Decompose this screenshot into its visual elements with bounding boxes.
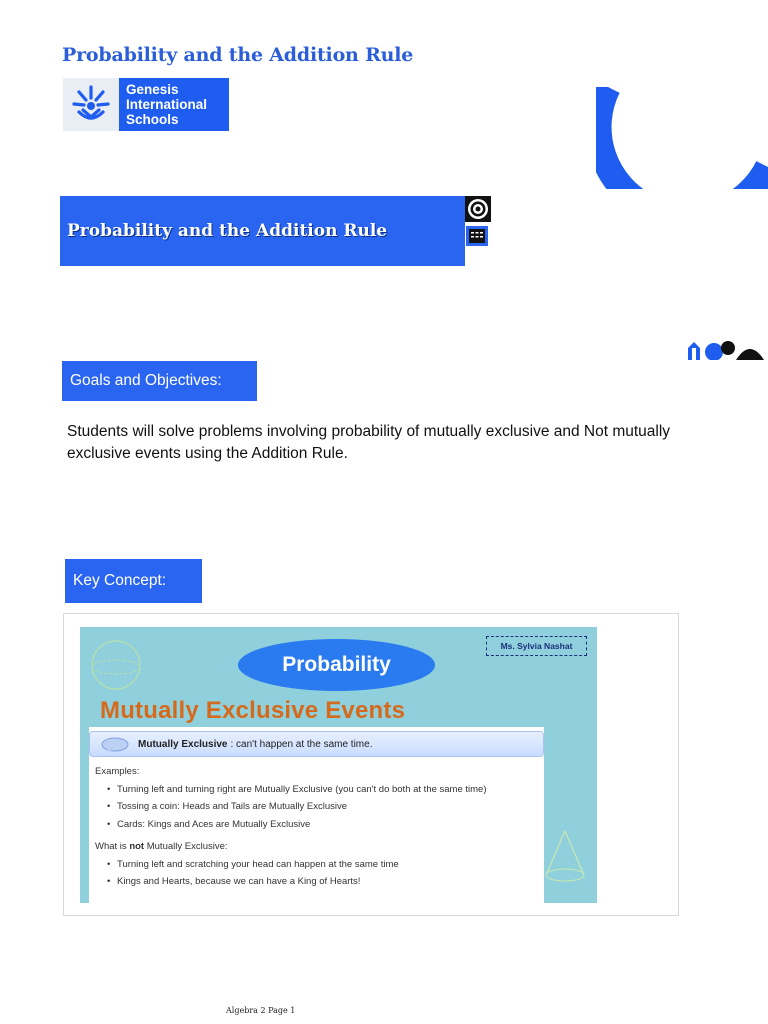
decorative-figures bbox=[680, 338, 768, 360]
list-item: • Cards: Kings and Aces are Mutually Exclusive bbox=[95, 816, 545, 834]
non-examples-list bbox=[95, 856, 545, 891]
list-item: • Turning left and scratching your head can happen at the same time bbox=[95, 856, 545, 874]
page-footer: Algebra 2 Page 1 bbox=[226, 1006, 296, 1015]
non-examples-label-bold: not bbox=[129, 841, 145, 852]
goals-label: Goals and Objectives: bbox=[62, 361, 257, 401]
definition-term: Mutually Exclusive bbox=[138, 738, 228, 750]
definition-rest: : can't happen at the same time. bbox=[230, 738, 373, 750]
non-examples-label-pre: What is bbox=[95, 841, 130, 852]
examples-list bbox=[95, 781, 545, 834]
slide-pill-title: Probability bbox=[238, 639, 435, 691]
document-title: Probability and the Addition Rule bbox=[62, 44, 414, 66]
slide-heading: Mutually Exclusive Events bbox=[100, 697, 406, 724]
list-item: • Kings and Hearts, because we can have a King of Hearts! bbox=[95, 873, 545, 891]
speech-bubble-icon bbox=[100, 737, 130, 753]
list-item: • Turning left and turning right are Mutually Exclusive (you can't do both at the same time) bbox=[95, 781, 545, 799]
decorative-arc bbox=[596, 87, 768, 189]
examples-label: Examples: bbox=[95, 766, 140, 777]
objective-text: Students will solve problems involving probability of mutually exclusive and Not mutually exclusive events using the Addition Rule. bbox=[67, 423, 671, 462]
lesson-banner: Probability and the Addition Rule bbox=[60, 196, 465, 266]
blackboard-icon bbox=[466, 226, 488, 246]
non-examples-label-post: Mutually Exclusive: bbox=[144, 841, 228, 852]
definition-bar bbox=[89, 731, 544, 757]
logo-line-2: International bbox=[126, 97, 208, 112]
target-icon bbox=[465, 196, 491, 222]
key-concept-label: Key Concept: bbox=[65, 559, 202, 603]
slide-author: Ms. Sylvia Nashat bbox=[486, 636, 587, 656]
slide-body bbox=[95, 763, 545, 896]
school-logo-text bbox=[119, 78, 229, 131]
non-examples-label bbox=[95, 838, 545, 856]
slide-card bbox=[89, 727, 544, 903]
cone-sketch-icon bbox=[540, 827, 590, 887]
school-logo-icon bbox=[63, 78, 119, 131]
logo-line-1: Genesis bbox=[126, 82, 179, 97]
concept-slide bbox=[80, 627, 597, 903]
sphere-sketch-icon bbox=[88, 637, 144, 693]
school-logo bbox=[63, 78, 229, 131]
logo-line-3: Schools bbox=[126, 112, 179, 127]
list-item: • Tossing a coin: Heads and Tails are Mutually Exclusive bbox=[95, 798, 545, 816]
